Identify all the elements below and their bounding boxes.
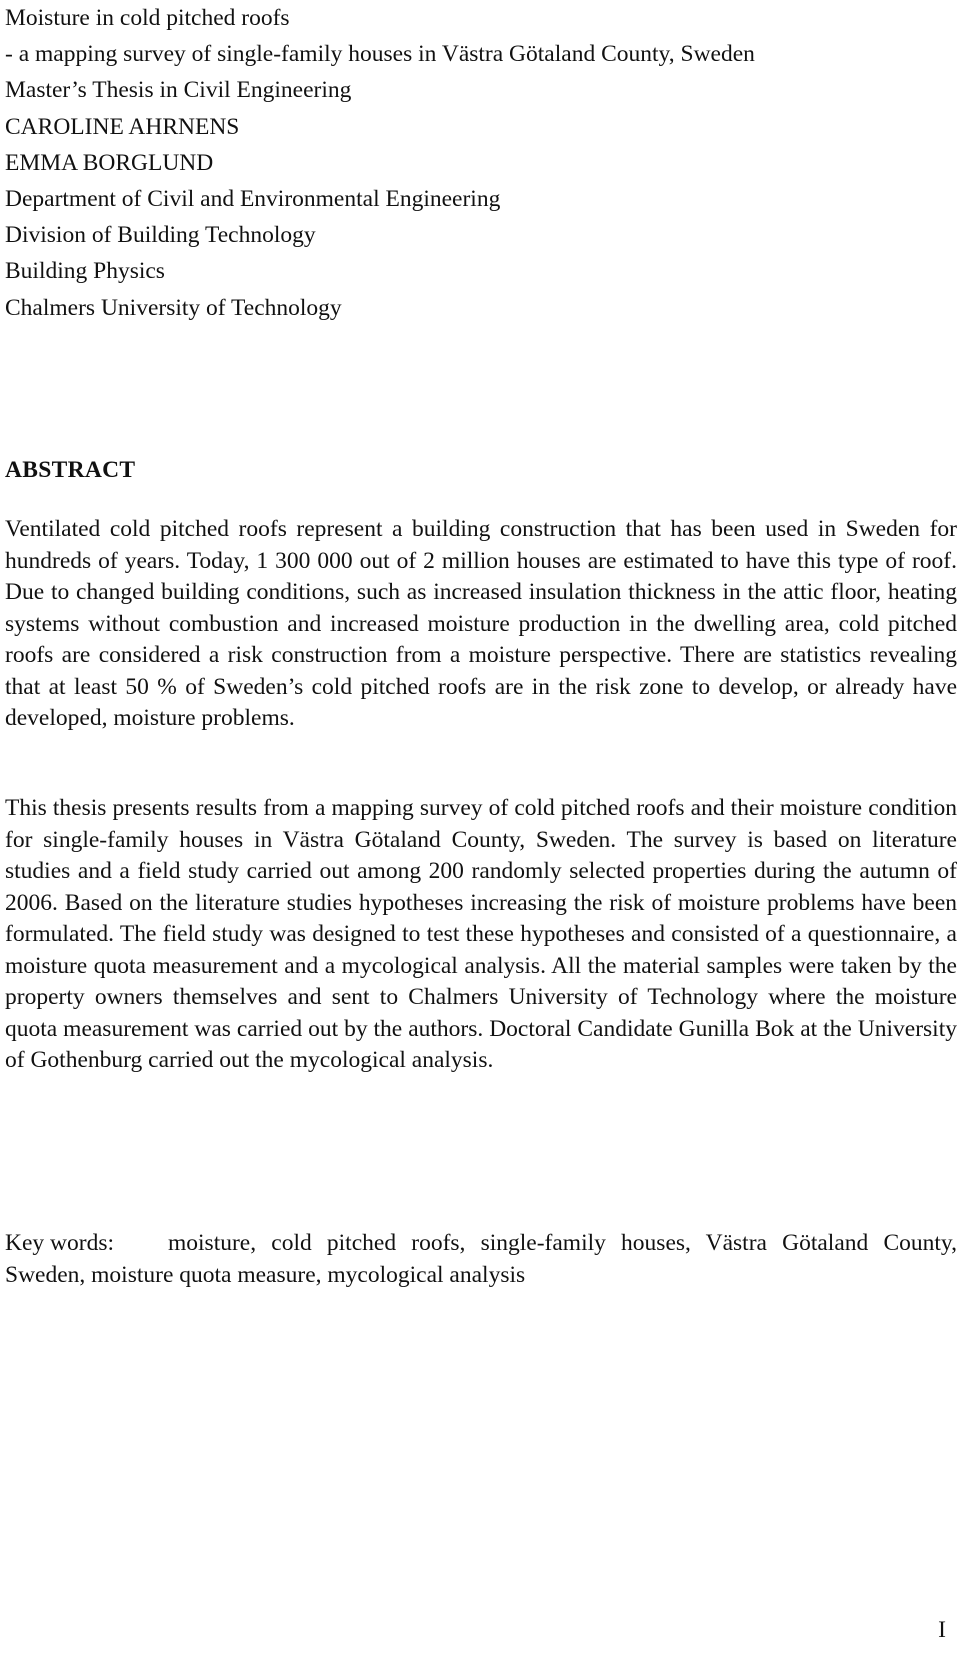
keywords-label: Key words: bbox=[5, 1230, 114, 1256]
university: Chalmers University of Technology bbox=[5, 294, 342, 321]
division: Division of Building Technology bbox=[5, 222, 316, 249]
thesis-subtitle: - a mapping survey of single-family houses in Västra Götaland County, Sweden bbox=[5, 41, 755, 68]
thesis-title: Moisture in cold pitched roofs bbox=[5, 5, 290, 31]
author-2: EMMA BORGLUND bbox=[5, 149, 214, 176]
author-1: CAROLINE AHRNENS bbox=[5, 113, 240, 140]
department: Department of Civil and Environmental Engineering bbox=[5, 186, 501, 213]
subject: Building Physics bbox=[5, 258, 165, 285]
abstract-paragraph-2: This thesis presents results from a mapping survey of cold pitched roofs and their moisture condition for single-family houses in Västra Götaland County, Sweden. The survey is based on literature studies and a field study carried out among 200 randomly selected properties during the autumn of 2006. Based on the literature studies hypotheses increasing the risk of moisture problems have been formulated. The field study was designed to test these hypotheses and consisted of a questionnaire, a moisture quota measurement and a mycological analysis. All the material samples were taken by the property owners themselves and sent to Chalmers University of Technology where the moisture quota measurement was carried out by the authors. Doctoral Candidate Gunilla Bok at the University of Gothenburg carried out the mycological analysis. bbox=[5, 795, 957, 1073]
keywords bbox=[5, 1228, 957, 1291]
keywords-text: moisture, cold pitched roofs, single-family houses, Västra Götaland County, Sweden, moisture quota measure, mycological analysis bbox=[5, 1230, 957, 1288]
title-block bbox=[5, 0, 945, 326]
abstract-heading: ABSTRACT bbox=[5, 457, 136, 483]
abstract-paragraph-1: Ventilated cold pitched roofs represent a building construction that has been used in Sweden for hundreds of years. Today, 1 300 000 out of 2 million houses are estimated to have this type of roof. Due to changed building conditions, such as increased insulation thickness in the attic floor, heating systems without combustion and increased moisture production in the dwelling area, cold pitched roofs are considered a risk construction from a moisture perspective. There are statistics revealing that at least 50 % of Sweden’s cold pitched roofs are in the risk zone to develop, or already have developed, moisture problems. bbox=[5, 516, 957, 731]
thesis-type: Master’s Thesis in Civil Engineering bbox=[5, 77, 352, 104]
page-number: I bbox=[938, 1617, 946, 1643]
